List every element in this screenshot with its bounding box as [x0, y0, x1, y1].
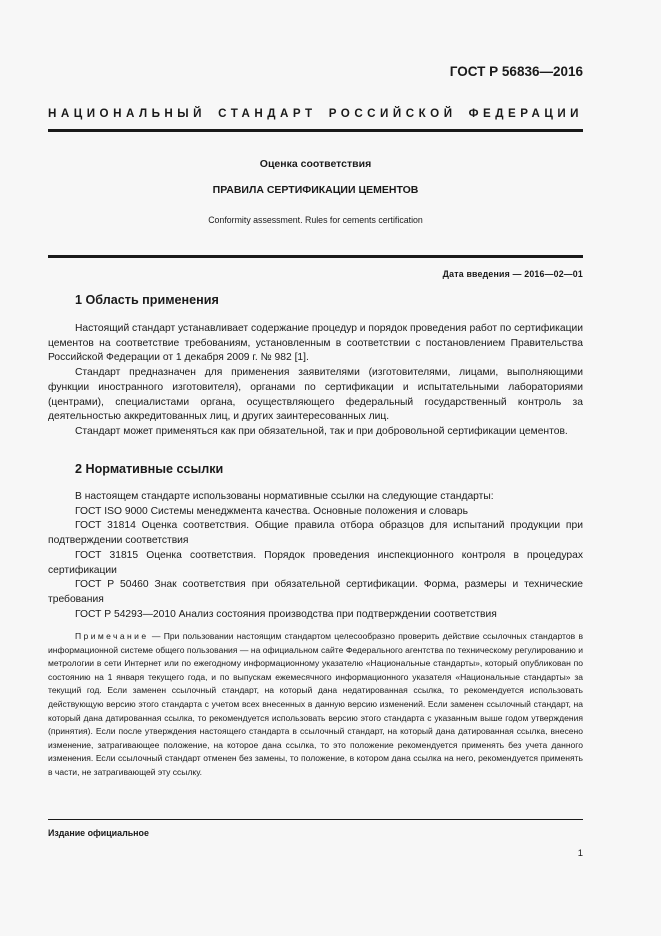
paragraph: Настоящий стандарт устанавливает содержание процедур и порядок проведения работ по сертификации цементов на соответствие требованиям, установленным в соответствии с постановлением Правительства Российской Федерации от 1 декабря 2009 г. № 982 [1]. — [48, 323, 584, 364]
section-1-body — [48, 322, 583, 440]
paragraph: В настоящем стандарте использованы нормативные ссылки на следующие стандарты: — [75, 491, 494, 502]
note-text: — При пользовании настоящим стандартом целесообразно проверить действие ссылочных стандартов в информационной системе общего пользования — на официальном сайте Федерального агентства по техническому регулированию и метрологии в сети Интернет или по ежегодному информационному указателю «Национальные стандарты», который опубликован по состоянию на 1 января текущего года, и по выпускам ежемесячного информационного указателя «Национальные стандарты» за текущий год. Если заменен ссылочный стандарт, на который дана недатированная ссылка, то рекомендуется использовать действующую версию этого стандарта с учетом всех внесенных в данную версию изменений. Если заменен ссылочный стандарт, на который дана датированная ссылка, то рекомендуется использовать версию этого стандарта с указанным выше годом утверждения (принятия). Если после утверждения настоящего стандарта в ссылочный стандарт, на который дана датированная ссылка, внесено изменение, затрагивающее положение, на которое дана ссылка, то это положение рекомендуется применять без учета данного изменения. Если ссылочный стандарт отменен без замены, то положение, в котором дана ссылка на него, рекомендуется применять в части, не затрагивающей эту ссылку. — [48, 631, 583, 777]
english-title: Conformity assessment. Rules for cements certification — [208, 215, 423, 225]
header-divider — [48, 129, 583, 132]
paragraph: Стандарт предназначен для применения заявителями (изготовителями, лицами, выполняющими функции иностранного изготовителя), органами по сертификации и испытательными лабораториями (центрами), специалистами органа, осуществляющего федеральный государственный контроль за деятельностью аккредитованных лиц, и других заинтересованных лиц. — [48, 367, 583, 423]
reference-item: ГОСТ ISO 9000 Системы менеджмента качества. Основные положения и словарь — [75, 505, 468, 517]
note-label: Примечание — [75, 631, 149, 641]
footer-divider — [48, 819, 583, 820]
document-title: ПРАВИЛА СЕРТИФИКАЦИИ ЦЕМЕНТОВ — [212, 184, 419, 196]
paragraph: Стандарт может применяться как при обязательной, так и при добровольной сертификации цементов. — [75, 425, 568, 437]
section-2-heading: 2 Нормативные ссылки — [75, 462, 224, 476]
national-standard-banner: НАЦИОНАЛЬНЫЙ СТАНДАРТ РОССИЙСКОЙ ФЕДЕРАЦИИ — [48, 107, 583, 120]
note-block — [48, 630, 583, 780]
title-divider — [48, 255, 583, 258]
effective-date: Дата введения — 2016—02—01 — [442, 269, 583, 279]
page-number: 1 — [577, 848, 583, 859]
reference-item: ГОСТ Р 54293—2010 Анализ состояния производства при подтверждении соответствия — [75, 608, 497, 620]
section-2-body — [48, 490, 583, 622]
document-subtitle: Оценка соответствия — [259, 158, 372, 170]
reference-item: ГОСТ 31814 Оценка соответствия. Общие правила отбора образцов для испытаний продукции при подтверждении соответствия — [48, 520, 583, 547]
reference-item: ГОСТ Р 50460 Знак соответствия при обязательной сертификации. Форма, размеры и технические требования — [48, 579, 583, 605]
section-1-heading: 1 Область применения — [75, 293, 219, 307]
official-edition-label: Издание официальное — [48, 828, 149, 838]
document-code: ГОСТ Р 56836—2016 — [449, 64, 583, 79]
reference-item: ГОСТ 31815 Оценка соответствия. Порядок проведения инспекционного контроля в процедурах сертификации — [48, 549, 583, 576]
